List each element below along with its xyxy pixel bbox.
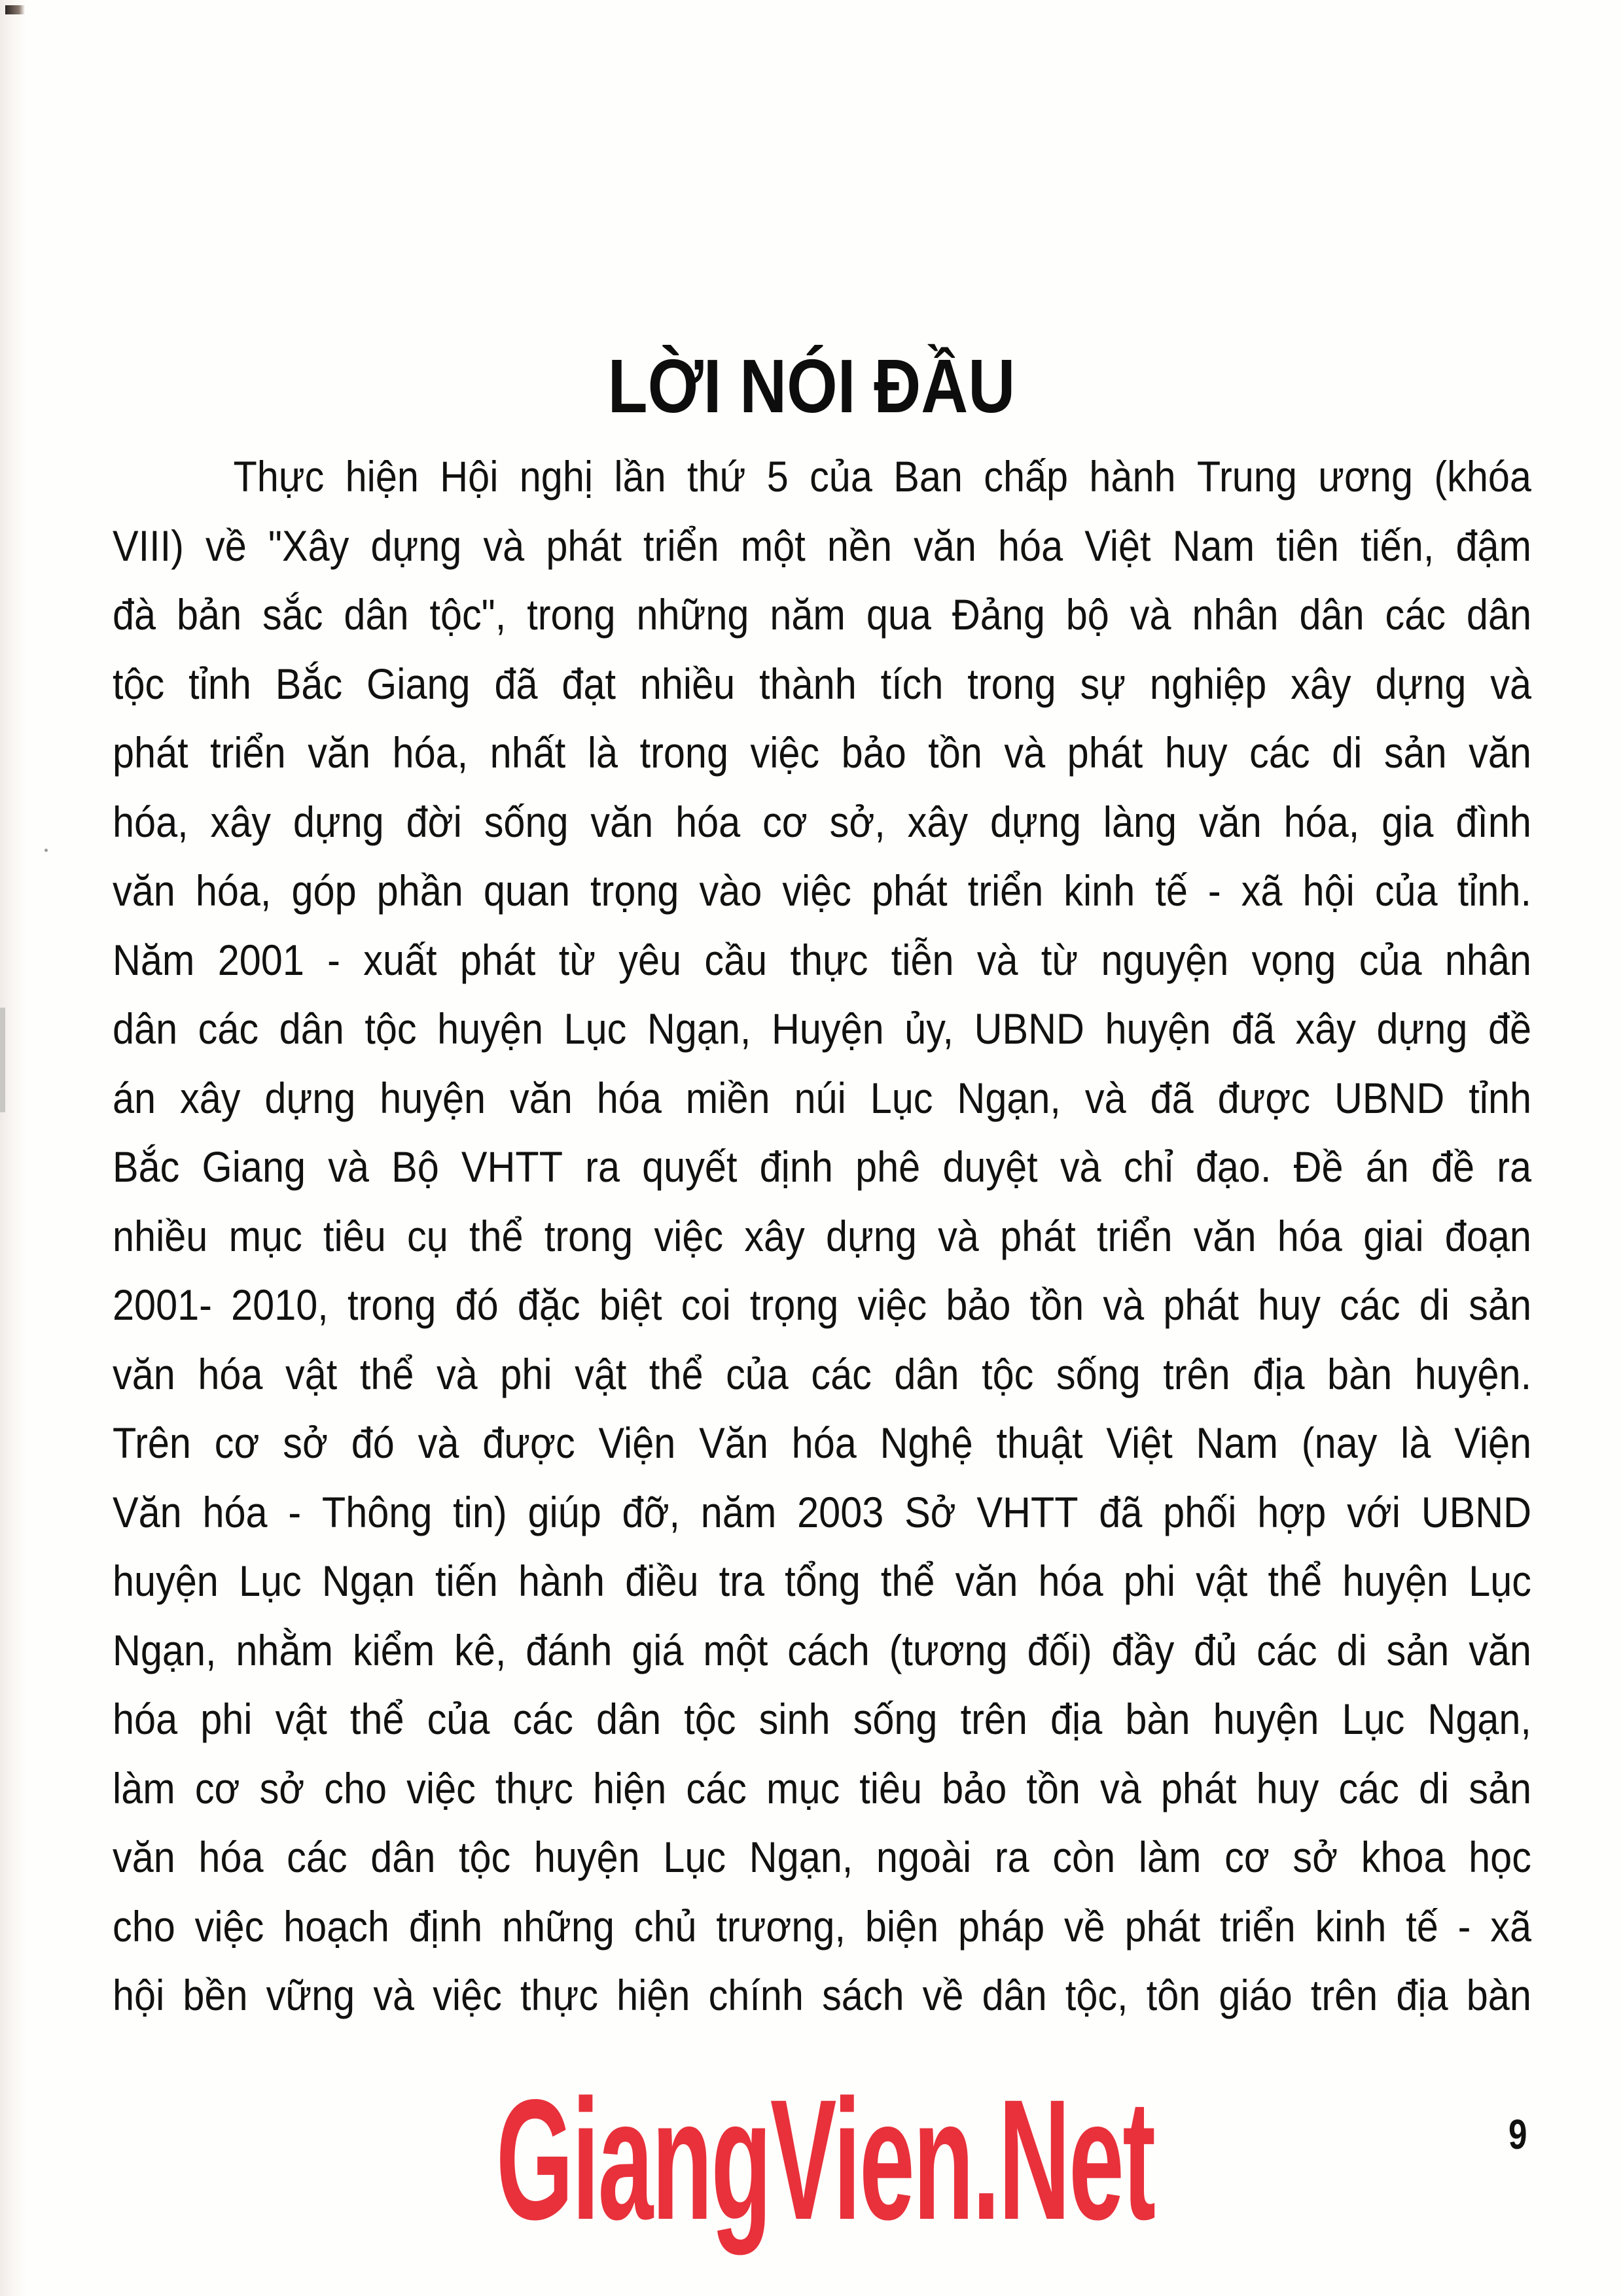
text-line: hội bền vững và việc thực hiện chính sách về dân tộc, tôn giáo trên địa bàn xyxy=(113,1971,1531,2019)
text-line: Năm 2001 - xuất phát từ yêu cầu thực tiễn và từ nguyện vọng của nhân xyxy=(113,935,1531,984)
text-line: đà bản sắc dân tộc", trong những năm qua Đảng bộ và nhân dân các dân xyxy=(113,590,1532,639)
page-number: 9 xyxy=(1508,2111,1527,2158)
text-line: Ngạn, nhằm kiểm kê, đánh giá một cách (tương đối) đầy đủ các di sản văn xyxy=(113,1625,1531,1674)
text-line: làm cơ sở cho việc thực hiện các mục tiêu bảo tồn và phát huy các di sản xyxy=(113,1763,1532,1812)
watermark: GiangVien.Net xyxy=(496,2064,1154,2255)
text-line: Văn hóa - Thông tin) giúp đỡ, năm 2003 Sở VHTT đã phối hợp với UBND xyxy=(113,1487,1532,1536)
text-line: cho việc hoạch định những chủ trương, biện pháp về phát triển kinh tế - xã xyxy=(113,1901,1532,1951)
page-title: LỜI NÓI ĐẦU xyxy=(607,343,1016,429)
text-line: tộc tỉnh Bắc Giang đã đạt nhiều thành tích trong sự nghiệp xây dựng và xyxy=(113,659,1532,708)
text-line: nhiều mục tiêu cụ thể trong việc xây dựng và phát triển văn hóa giai đoạn xyxy=(113,1211,1531,1260)
text-line: huyện Lục Ngạn tiến hành điều tra tổng thể văn hóa phi vật thể huyện Lục xyxy=(113,1557,1532,1605)
scan-edge-mark xyxy=(0,1008,5,1112)
text-line: VIII) về "Xây dựng và phát triển một nền văn hóa Việt Nam tiên tiến, đậm xyxy=(113,521,1532,570)
text-line: văn hóa các dân tộc huyện Lục Ngạn, ngoài ra còn làm cơ sở khoa học xyxy=(113,1833,1531,1881)
body-paragraph xyxy=(113,442,1531,2030)
text-line: văn hóa, góp phần quan trọng vào việc phát triển kinh tế - xã hội của tỉnh. xyxy=(113,866,1531,915)
text-line: văn hóa vật thể và phi vật thể của các dân tộc sống trên địa bàn huyện. xyxy=(113,1349,1532,1398)
text-line: Trên cơ sở đó và được Viện Văn hóa Nghệ thuật Việt Nam (nay là Viện xyxy=(113,1419,1532,1467)
text-line: Thực hiện Hội nghị lần thứ 5 của Ban chấp hành Trung ương (khóa xyxy=(233,452,1531,501)
scan-speck xyxy=(45,849,48,852)
text-line: Bắc Giang và Bộ VHTT ra quyết định phê duyệt và chỉ đạo. Đề án đề ra xyxy=(113,1142,1532,1191)
text-line: phát triển văn hóa, nhất là trong việc bảo tồn và phát huy các di sản văn xyxy=(113,728,1531,777)
scan-corner-mark xyxy=(5,5,25,14)
text-line: án xây dựng huyện văn hóa miền núi Lục Ngạn, và đã được UBND tỉnh xyxy=(113,1073,1532,1122)
page-edge-shadow xyxy=(0,0,26,2296)
text-line: dân các dân tộc huyện Lục Ngạn, Huyện ủy, UBND huyện đã xây dựng đề xyxy=(113,1004,1532,1053)
text-line: 2001- 2010, trong đó đặc biệt coi trọng việc bảo tồn và phát huy các di sản xyxy=(113,1280,1531,1329)
text-line: hóa, xây dựng đời sống văn hóa cơ sở, xây dựng làng văn hóa, gia đình xyxy=(113,797,1531,846)
text-line: hóa phi vật thể của các dân tộc sinh sống trên địa bàn huyện Lục Ngạn, xyxy=(113,1695,1531,1743)
